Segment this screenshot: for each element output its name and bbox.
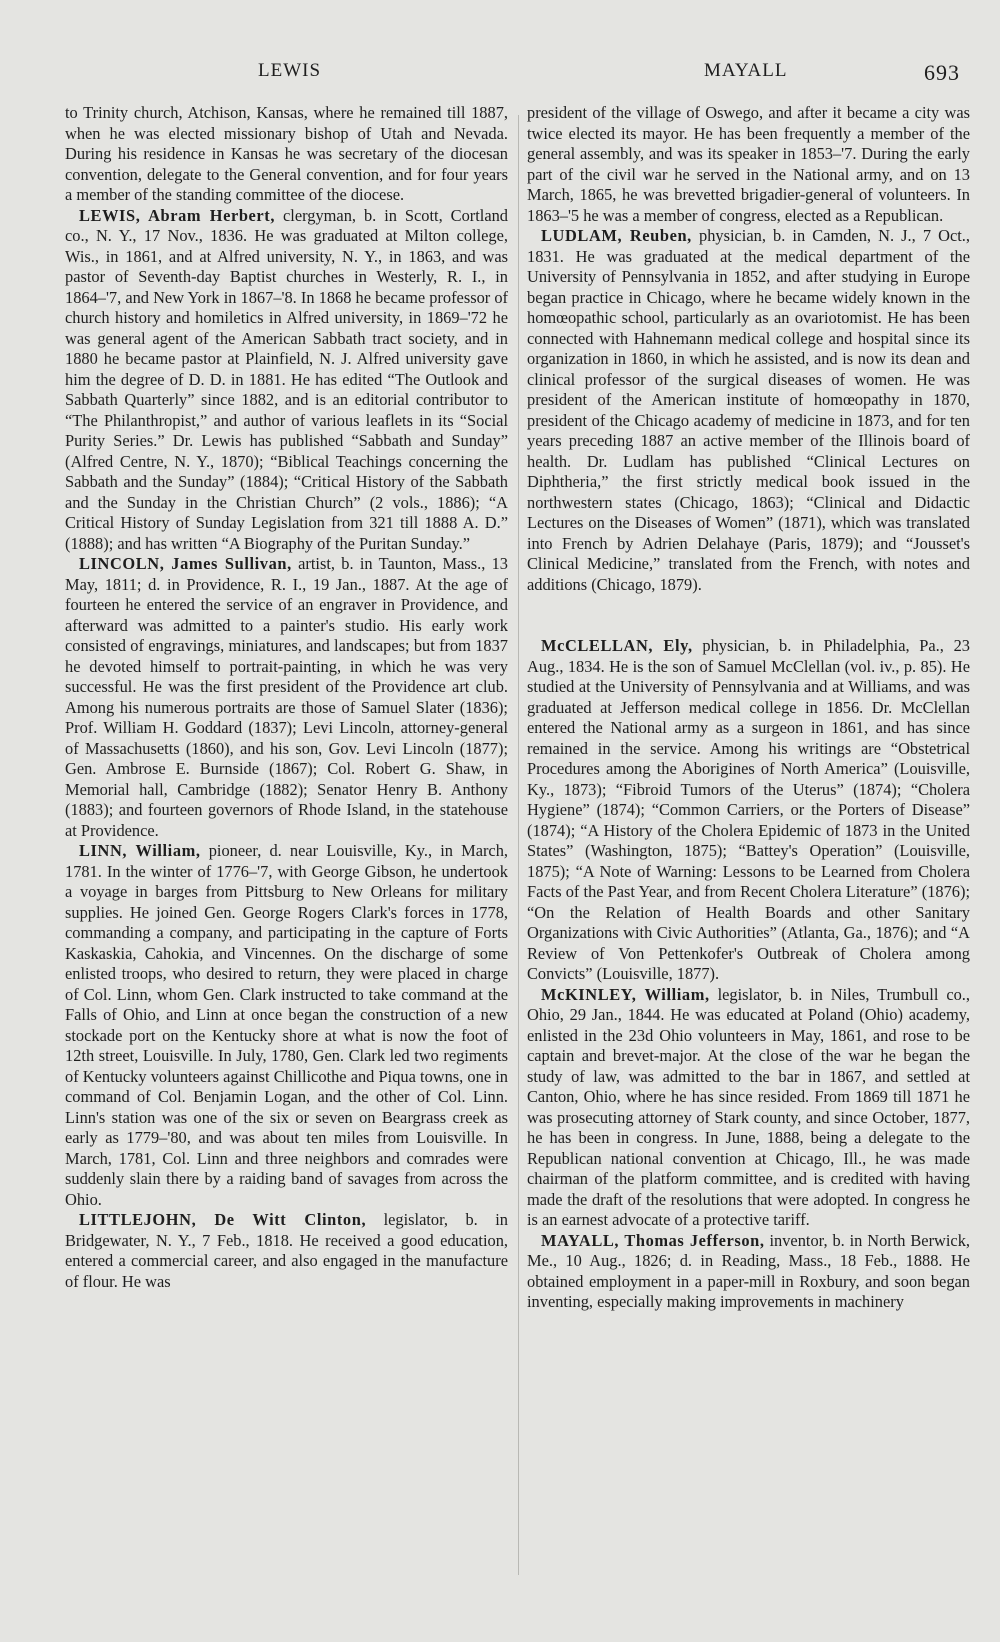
left-column [65,103,508,1292]
entry-mckinley [527,985,970,1231]
running-header [0,60,1000,90]
entry-mayall [527,1231,970,1313]
entry-text: legislator, b. in Niles, Trumbull co., Ohio, 29 Jan., 1844. He was educated at Poland (Ohio) academy, enlisted in the 23d Ohio volunteers in May, 1861, and rose to be captain and brevet-major. At the close of the war he began the study of law, was admitted to the bar in 1867, and settled at Canton, Ohio, where he has since resided. From 1869 till 1871 he was prosecuting attorney of Stark county, and since October, 1877, he has been in congress. In June, 1888, being a delegate to the Republican national convention at Chicago, Ill., he was made chairman of the platform committee, and is credited with having made the draft of the resolutions that were adopted. In congress he is an earnest advocate of a protective tariff. [527,984,970,1229]
entry-text: president of the village of Oswego, and after it became a city was twice elected its mayor. He has been frequently a member of the general assembly, and was its speaker in 1853–'7. During the early part of the civil war he served in the National army, and on 13 March, 1865, he was brevetted brigadier-general of volunteers. In 1863–'5 he was a member of congress, elected as a Republican. [527,103,970,225]
left-running-title: LEWIS [258,60,322,81]
entry-heading: LEWIS, Abram Herbert, [79,205,276,225]
entry-linn [65,841,508,1210]
entry-text: artist, b. in Taunton, Mass., 13 May, 1811; d. in Providence, R. I., 19 Jan., 1887. At the age of fourteen he entered the service of an engraver in Providence, and afterward was admitted to a painter's studio. His early work consisted of engravings, miniatures, and landscapes; but from 1837 he devoted himself to portrait-painting, in which he was very successful. He was the first president of the Providence art club. Among his numerous portraits are those of Samuel Slater (1836); Prof. William H. Goddard (1837); Levi Lincoln, attorney-general of Massachusetts (1860), and his son, Gov. Levi Lincoln (1877); Gen. Ambrose E. Burnside (1867); Col. Robert G. Shaw, in Memorial hall, Cambridge (1882); Senator Henry B. Anthony (1883); and fourteen governors of Rhode Island, in the statehouse at Providence. [65,554,508,840]
entry-text: legislator, b. in Bridgewater, N. Y., 7 Feb., 1818. He received a good education, entered a commercial career, and also engaged in the manufacture of flour. He was [65,1210,508,1291]
entry-text: pioneer, d. near Louisville, Ky., in March, 1781. In the winter of 1776–'7, with George Gibson, he undertook a voyage in barges from Pittsburg to New Orleans for military supplies. He joined Gen. George Rogers Clark's forces in 1778, commanding a company, and participating in the capture of Forts Kaskaskia, Cahokia, and Vincennes. On the discharge of some enlisted troops, who desired to return, they were placed in charge of Col. Linn, whom Gen. Clark instructed to take command at the Falls of Ohio, and Linn at once began the construction of a new stockade port on the Kentucky shore at what is now the foot of 12th street, Louisville. In July, 1780, Gen. Clark led two regiments of Kentucky volunteers against Chillicothe and Piqua towns, one in command of Col. Benjamin Logan, and the other of Col. Linn. Linn's station was one of the six or seven on Beargrass creek as early as 1779–'80, and was about ten miles from Louisville. In March, 1781, Col. Linn and three neighbors and comrades were suddenly slain there by a raiding band of savages from across the Ohio. [65,841,509,1209]
entry-continuation [527,103,970,226]
entry-heading: LITTLEJOHN, De Witt Clinton, [79,1210,367,1229]
entry-mcclellan [527,636,970,985]
entry-littlejohn [65,1210,508,1292]
entry-heading: LUDLAM, Reuben, [541,226,692,245]
entry-heading: MAYALL, Thomas Jefferson, [541,1230,765,1250]
entry-continuation [65,103,508,206]
entry-lincoln [65,554,508,841]
right-running-title: MAYALL [704,60,788,81]
entry-text: physician, b. in Philadelphia, Pa., 23 Aug., 1834. He is the son of Samuel McClellan (vol. iv., p. 85). He studied at the University of Pennsylvania and at Williams, and was graduated at Jefferson medical college in 1856. Dr. McClellan entered the National army as a surgeon in 1861, and has since remained in the service. Among his writings are “Obstetrical Procedures among the Aborigines of North America” (Louisville, Ky., 1873); “Fibroid Tumors of the Uterus” (1874); “Cholera Hygiene” (1874); “Common Carriers, or the Porters of Disease” (1874); “A History of the Cholera Epidemic of 1873 in the United States” (Washington, 1875); “Battey's Operation” (Louisville, 1875); “A Note of Warning: Lessons to be Learned from Cholera Facts of the Past Year, and from Recent Cholera Literature” (1876); “On the Relation of Health Boards and other Sanitary Organizations with Civic Authorities” (Atlanta, Ga., 1876); and “A Review of Von Pettenkofer's Outbreak of Cholera among Convicts” (Louisville, 1877). [527,636,970,983]
entry-heading: McCLELLAN, Ely, [541,636,693,655]
entry-heading: LINCOLN, James Sullivan, [79,554,292,573]
entry-heading: LINN, William, [79,841,201,860]
right-column [527,103,970,1313]
entry-lewis [65,206,508,555]
entry-heading: McKINLEY, William, [541,984,710,1004]
page-number: 693 [924,60,960,85]
entry-text: physician, b. in Camden, N. J., 7 Oct., 1831. He was graduated at the medical department of the University of Pennsylvania in 1852, and after studying in Europe began practice in Chicago, where he became widely known in the homœopathic school, particularly as an ovariotomist. He has been connected with Hahnemann medical college and hospital since its organization in 1860, in which he assisted, and is now its dean and clinical professor of the surgical diseases of women. He was president of the American institute of homœopathy in 1870, president of the Chicago academy of medicine in 1873, and for ten years preceding 1887 an active member of the Illinois board of health. Dr. Ludlam has published “Clinical Lectures on Diphtheria,” the first strictly medical book issued in the northwestern states (Chicago, 1863); “Clinical and Didactic Lectures on the Diseases of Women” (1871), which was translated into French by Adrien Delahaye (Paris, 1879); and “Jousset's Clinical Medicine,” translated from the French, with notes and additions (Chicago, 1879). [527,226,970,594]
entry-ludlam [527,226,970,595]
entry-text: inventor, b. in North Berwick, Me., 10 Aug., 1826; d. in Reading, Mass., 18 Feb., 1888. He obtained employment in a paper-mill in Roxbury, and soon began inventing, especially making improvements in machinery [527,1230,970,1311]
entry-text: to Trinity church, Atchison, Kansas, where he remained till 1887, when he was elected missionary bishop of Utah and Nevada. During his residence in Kansas he was secretary of the diocesan convention, delegate to the General convention, and for four years a member of the standing committee of the diocese. [65,103,508,204]
column-divider [518,115,519,1575]
entry-text: clergyman, b. in Scott, Cortland co., N. Y., 17 Nov., 1836. He was graduated at Milton college, Wis., in 1861, and at Alfred university, N. Y., in 1863, and was pastor of Seventh-day Baptist churches in Westerly, R. I., in 1864–'7, and New York in 1867–'8. In 1868 he became professor of church history and homiletics in Alfred university, in 1869–'72 he was general agent of the American Sabbath tract society, and in 1880 he became pastor at Plainfield, N. J. Alfred university gave him the degree of D. D. in 1881. He has edited “The Outlook and Sabbath Quarterly” since 1882, and is an editorial contributor to “The Philanthropist,” and author of various leaflets in its “Social Purity Series.” Dr. Lewis has published “Sabbath and Sunday” (Alfred Centre, N. Y., 1870); “Biblical Teachings concerning the Sabbath and the Sunday” (1884); “Critical History of the Sabbath and the Sunday in the Christian Church” (2 vols., 1886); “A Critical History of Sunday Legislation from 321 till 1888 A. D.” (1888); and has written “A Biography of the Puritan Sunday.” [65,205,509,553]
